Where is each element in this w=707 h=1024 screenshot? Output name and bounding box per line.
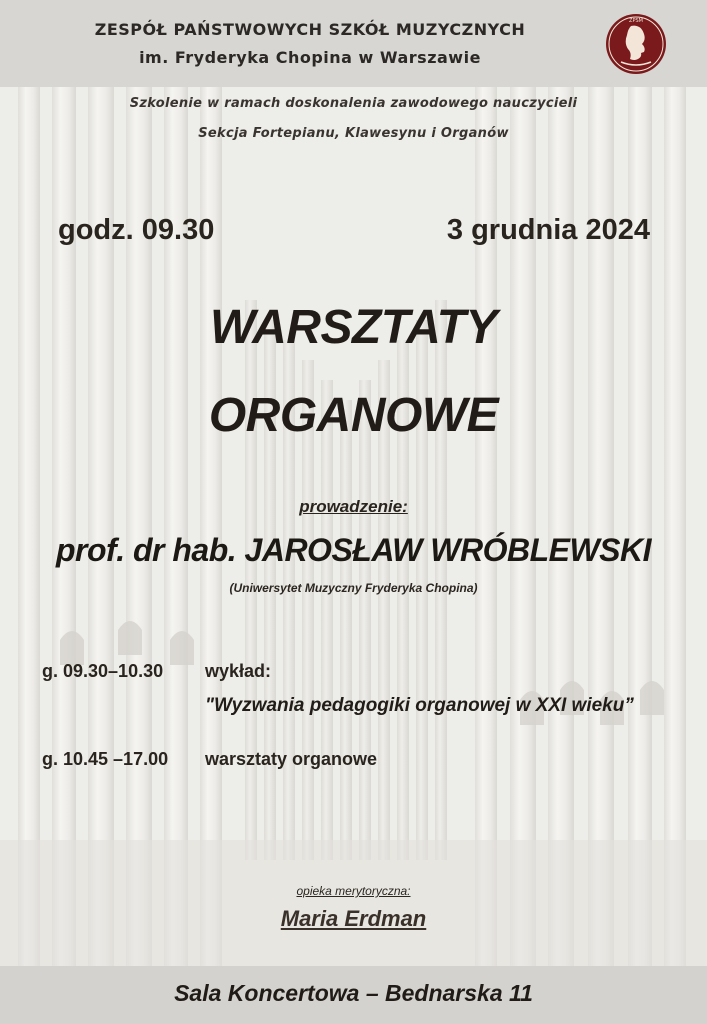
event-time: godz. 09.30 — [58, 214, 215, 246]
chopin-portrait-medallion-icon — [601, 12, 671, 76]
schedule-time-1: g. 09.30–10.30 — [42, 661, 164, 681]
training-subtitle: Szkolenie w ramach doskonalenia zawodowego nauczycieli — [129, 96, 578, 111]
school-name: ZESPÓŁ PAŃSTWOWYCH SZKÓŁ MUZYCZNYCH — [94, 20, 526, 39]
lecture-title: "Wyzwania pedagogiki organowej w XXI wieku” — [205, 695, 634, 716]
lead-affiliation: (Uniwersytet Muzyczny Fryderyka Chopina) — [229, 581, 478, 595]
schedule-time-2: g. 10.45 –17.00 — [42, 749, 169, 769]
header-bar — [0, 0, 707, 87]
schedule-label-2: warsztaty organowe — [205, 749, 378, 769]
event-title-line1: WARSZTATY — [209, 301, 497, 354]
event-date: 3 grudnia 2024 — [446, 214, 650, 246]
venue-address: Sala Koncertowa – Bednarska 11 — [174, 980, 533, 1006]
lead-label: prowadzenie: — [299, 497, 408, 516]
school-patron: im. Fryderyka Chopina w Warszawie — [139, 48, 481, 67]
svg-text:ZPSM: ZPSM — [629, 18, 643, 24]
event-title-line2: ORGANOWE — [208, 389, 499, 442]
footer-bar — [0, 966, 707, 1024]
schedule-label-1: wykład: — [205, 661, 272, 681]
supervision-label: opieka merytoryczna: — [296, 884, 411, 898]
section-subtitle: Sekcja Fortepianu, Klawesynu i Organów — [198, 126, 509, 141]
lead-name: prof. dr hab. JAROSŁAW WRÓBLEWSKI — [55, 532, 652, 568]
supervisor-name: Maria Erdman — [280, 906, 427, 931]
